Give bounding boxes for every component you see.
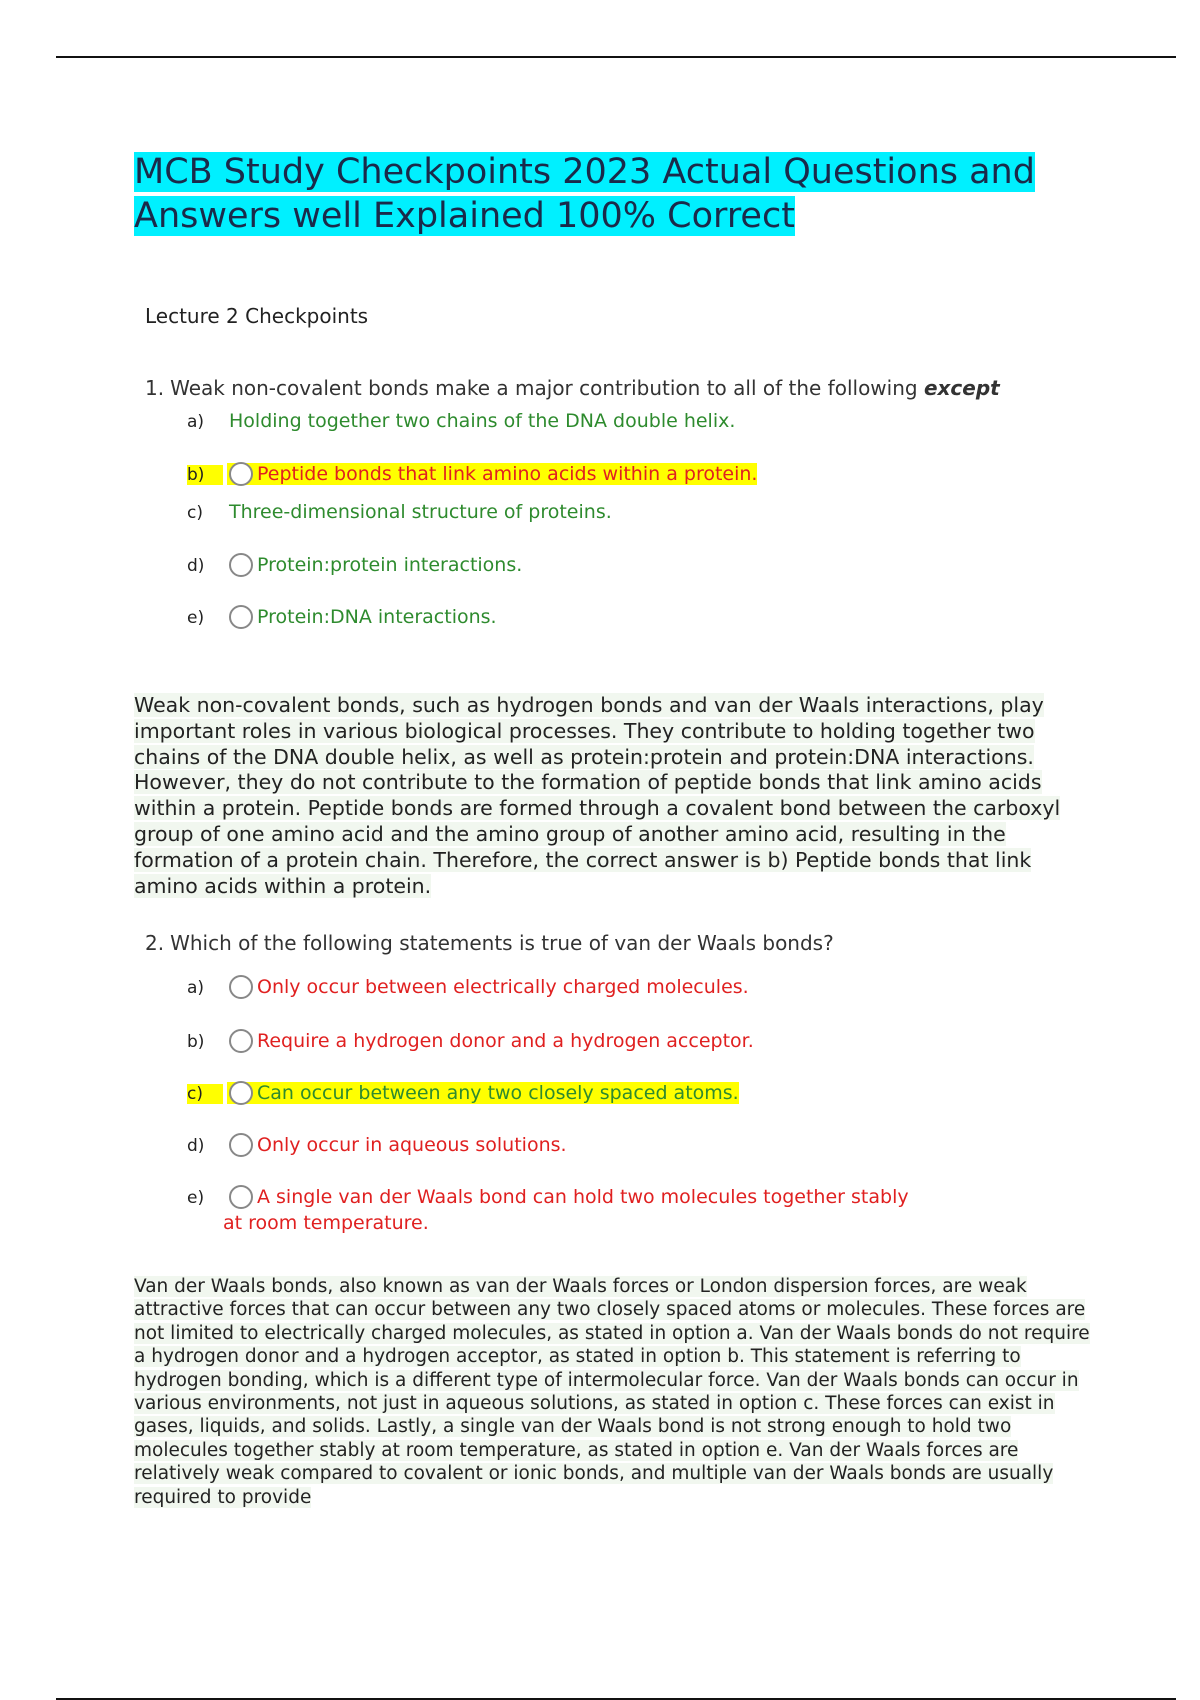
question-1-number: 1. [145,376,165,400]
option-text: Three-dimensional structure of proteins. [229,501,612,523]
radio-button-icon[interactable] [229,462,253,486]
option-letter: d) [187,556,205,576]
option-letter: e) [187,1188,205,1208]
document-title [134,150,1084,238]
radio-button-icon[interactable] [229,1185,253,1209]
option-text-line-1: A single van der Waals bond can hold two molecules together stably [257,1186,909,1208]
question-1-explanation [134,693,1094,899]
question-1-emphasis: except [923,376,1000,400]
q2-option-d[interactable] [187,1133,567,1157]
option-text: Peptide bonds that link amino acids within a protein. [257,463,758,485]
option-letter: a) [187,412,205,432]
question-1 [145,376,1000,400]
question-2-number: 2. [145,931,165,955]
option-text: Protein:protein interactions. [257,554,523,576]
q1-option-a[interactable] [187,410,735,432]
q2-option-b[interactable] [187,1029,754,1053]
question-2-text: Which of the following statements is true of van der Waals bonds? [170,931,834,955]
title-line-1: MCB Study Checkpoints 2023 Actual Questions and [134,152,1035,192]
radio-button-icon[interactable] [229,1029,253,1053]
option-letter: b) [187,465,223,485]
option-text: Protein:DNA interactions. [257,606,497,628]
q1-option-d[interactable] [187,553,522,577]
option-letter: b) [187,1032,205,1052]
option-letter: c) [187,1084,223,1104]
section-heading: Lecture 2 Checkpoints [145,304,369,328]
radio-button-icon[interactable] [229,1133,253,1157]
q2-option-e[interactable] [187,1185,909,1237]
option-letter: a) [187,978,205,998]
question-2 [145,931,834,955]
option-text: Can occur between any two closely spaced atoms. [257,1082,739,1104]
radio-button-icon[interactable] [229,975,253,999]
option-letter: d) [187,1136,205,1156]
radio-button-icon[interactable] [229,553,253,577]
top-rule [56,56,1176,58]
title-line-2: Answers well Explained 100% Correct [134,196,795,236]
q1-option-b[interactable] [187,462,757,486]
q2-option-c[interactable] [187,1081,739,1105]
question-2-explanation [134,1275,1094,1509]
option-letter: c) [187,503,203,523]
explanation-text: Weak non-covalent bonds, such as hydrogen bonds and van der Waals interactions, play important roles in various biological processes. They contribute to holding together two chains of the DNA double helix, as well as protein:protein and protein:DNA interactions. However, they do not contribute to the formation of peptide bonds that link amino acids within a protein. Peptide bonds are formed through a covalent bond between the carboxyl group of one amino acid and the amino group of another amino acid, resulting in the formation of a protein chain. Therefore, the correct answer is b) Peptide bonds that link amino acids within a protein. [134,693,1061,898]
q1-option-e[interactable] [187,605,497,629]
option-text: Only occur in aqueous solutions. [257,1134,567,1156]
option-text: Require a hydrogen donor and a hydrogen acceptor. [257,1030,754,1052]
option-text-line-2: at room temperature. [223,1212,429,1234]
q2-option-a[interactable] [187,975,749,999]
q1-option-c[interactable] [187,501,612,523]
option-letter: e) [187,608,205,628]
question-1-text: Weak non-covalent bonds make a major contribution to all of the following [170,376,918,400]
option-text: Only occur between electrically charged molecules. [257,976,749,998]
explanation-text: Van der Waals bonds, also known as van der Waals forces or London dispersion forces, are weak attractive forces that can occur between any two closely spaced atoms or molecules. These forces are not limited to electrically charged molecules, as stated in option a. Van der Waals bonds do not require a hydrogen donor and a hydrogen acceptor, as stated in option b. This statement is referring to hydrogen bonding, which is a different type of intermolecular force. Van der Waals bonds can occur in various environments, not just in aqueous solutions, as stated in option c. These forces can exist in gases, liquids, and solids. Lastly, a single van der Waals bond is not strong enough to hold two molecules together stably at room temperature, as stated in option e. Van der Waals forces are relatively weak compared to covalent or ionic bonds, and multiple van der Waals bonds are usually required to provide [134,1276,1090,1508]
radio-button-icon[interactable] [229,1081,253,1105]
radio-button-icon[interactable] [229,605,253,629]
option-text: Holding together two chains of the DNA double helix. [229,410,736,432]
